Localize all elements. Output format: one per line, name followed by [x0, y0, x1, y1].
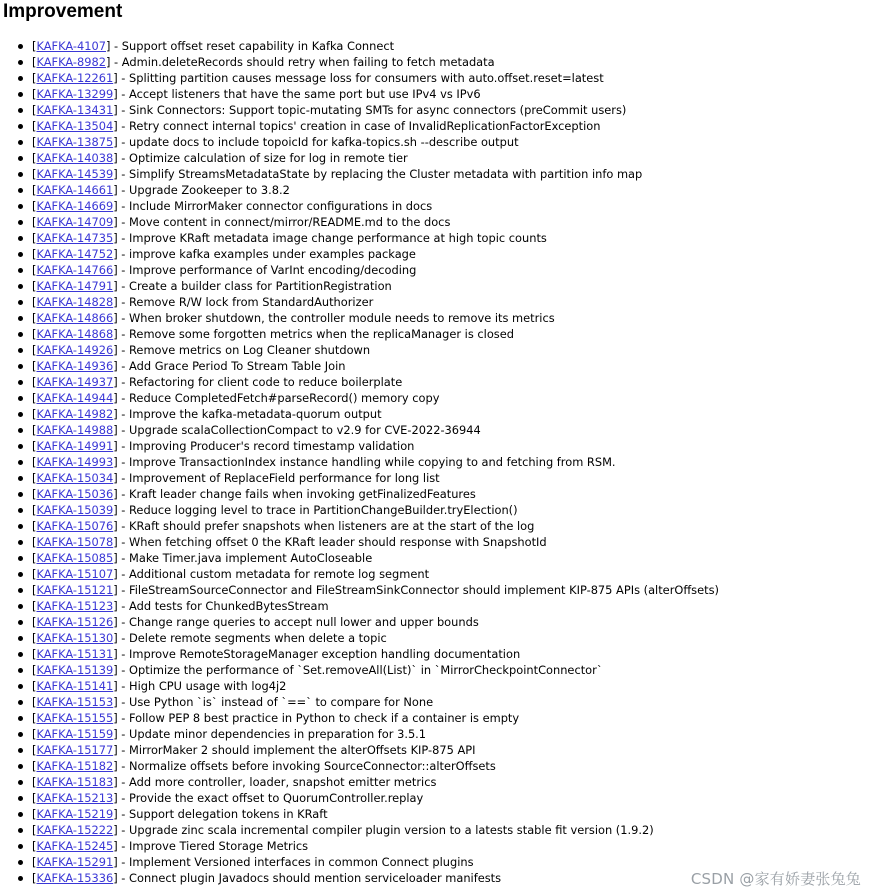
issue-item: [KAFKA-15123] - Add tests for ChunkedBytesStream	[0, 598, 877, 614]
issue-summary: Add Grace Period To Stream Table Join	[129, 359, 346, 373]
issue-summary: Normalize offsets before invoking SourceConnector::alterOffsets	[129, 759, 496, 773]
issue-item: [KAFKA-14937] - Refactoring for client code to reduce boilerplate	[0, 374, 877, 390]
issue-item: [KAFKA-13299] - Accept listeners that have the same port but use IPv4 vs IPv6	[0, 86, 877, 102]
issue-key-link[interactable]: KAFKA-13431	[36, 103, 114, 117]
issue-key-link[interactable]: KAFKA-13504	[36, 119, 114, 133]
issue-summary: Add tests for ChunkedBytesStream	[129, 599, 329, 613]
issue-summary: High CPU usage with log4j2	[129, 679, 287, 693]
issue-item: [KAFKA-15039] - Reduce logging level to trace in PartitionChangeBuilder.tryElection()	[0, 502, 877, 518]
issue-summary: Additional custom metadata for remote log segment	[129, 567, 430, 581]
issue-item: [KAFKA-15245] - Improve Tiered Storage Metrics	[0, 838, 877, 854]
issue-item: [KAFKA-14993] - Improve TransactionIndex instance handling while copying to and fetching from RSM.	[0, 454, 877, 470]
issue-item: [KAFKA-4107] - Support offset reset capability in Kafka Connect	[0, 38, 877, 54]
issue-key-link[interactable]: KAFKA-14669	[36, 199, 114, 213]
issue-key-link[interactable]: KAFKA-15039	[36, 503, 114, 517]
bullet-icon	[18, 460, 23, 465]
issue-summary: Include MirrorMaker connector configurations in docs	[129, 199, 433, 213]
bullet-icon	[18, 524, 23, 529]
issue-key-link[interactable]: KAFKA-15155	[36, 711, 114, 725]
issue-summary: When fetching offset 0 the KRaft leader should response with SnapshotId	[129, 535, 547, 549]
issue-key-link[interactable]: KAFKA-14868	[36, 327, 114, 341]
issue-summary: Make Timer.java implement AutoCloseable	[129, 551, 373, 565]
issue-summary: Accept listeners that have the same port but use IPv4 vs IPv6	[129, 87, 481, 101]
issue-key-link[interactable]: KAFKA-12261	[36, 71, 114, 85]
bullet-icon	[18, 268, 23, 273]
bullet-icon	[18, 380, 23, 385]
issue-summary: When broker shutdown, the controller module needs to remove its metrics	[129, 311, 555, 325]
bullet-icon	[18, 92, 23, 97]
issue-item: [KAFKA-14661] - Upgrade Zookeeper to 3.8.2	[0, 182, 877, 198]
issue-key-link[interactable]: KAFKA-14766	[36, 263, 114, 277]
issue-item: [KAFKA-14982] - Improve the kafka-metadata-quorum output	[0, 406, 877, 422]
issue-summary: Update minor dependencies in preparation for 3.5.1	[129, 727, 427, 741]
bullet-icon	[18, 780, 23, 785]
issue-item: [KAFKA-15177] - MirrorMaker 2 should implement the alterOffsets KIP-875 API	[0, 742, 877, 758]
bullet-icon	[18, 236, 23, 241]
issue-key-link[interactable]: KAFKA-15126	[36, 615, 114, 629]
issue-item: [KAFKA-15139] - Optimize the performance of `Set.removeAll(List)` in `MirrorCheckpointConnector`	[0, 662, 877, 678]
issue-key-link[interactable]: KAFKA-15107	[36, 567, 114, 581]
issue-key-link[interactable]: KAFKA-14936	[36, 359, 114, 373]
issue-summary: Remove R/W lock from StandardAuthorizer	[129, 295, 374, 309]
issue-key-link[interactable]: KAFKA-15131	[36, 647, 114, 661]
bullet-icon	[18, 124, 23, 129]
section-heading: Improvement	[3, 1, 123, 22]
issue-summary: Improve the kafka-metadata-quorum output	[129, 407, 382, 421]
issue-item: [KAFKA-15159] - Update minor dependencies in preparation for 3.5.1	[0, 726, 877, 742]
issue-item: [KAFKA-14866] - When broker shutdown, the controller module needs to remove its metrics	[0, 310, 877, 326]
issue-key-link[interactable]: KAFKA-13875	[36, 135, 114, 149]
issue-list	[0, 38, 877, 886]
issue-summary: Refactoring for client code to reduce boilerplate	[129, 375, 403, 389]
issue-item: [KAFKA-14752] - improve kafka examples under examples package	[0, 246, 877, 262]
issue-item: [KAFKA-15034] - Improvement of ReplaceField performance for long list	[0, 470, 877, 486]
issue-item: [KAFKA-15141] - High CPU usage with log4j2	[0, 678, 877, 694]
issue-item: [KAFKA-15130] - Delete remote segments when delete a topic	[0, 630, 877, 646]
issue-key-link[interactable]: KAFKA-14991	[36, 439, 114, 453]
bullet-icon	[18, 748, 23, 753]
issue-summary: Add more controller, loader, snapshot emitter metrics	[129, 775, 437, 789]
issue-item: [KAFKA-15085] - Make Timer.java implement AutoCloseable	[0, 550, 877, 566]
issue-summary: Upgrade scalaCollectionCompact to v2.9 for CVE-2022-36944	[129, 423, 481, 437]
issue-key-link[interactable]: KAFKA-15130	[36, 631, 114, 645]
bullet-icon	[18, 732, 23, 737]
issue-key-link[interactable]: KAFKA-15139	[36, 663, 114, 677]
bullet-icon	[18, 252, 23, 257]
issue-key-link[interactable]: KAFKA-15213	[36, 791, 114, 805]
issue-item: [KAFKA-12261] - Splitting partition causes message loss for consumers with auto.offset.reset=latest	[0, 70, 877, 86]
bullet-icon	[18, 156, 23, 161]
issue-key-link[interactable]: KAFKA-14926	[36, 343, 114, 357]
issue-summary: KRaft should prefer snapshots when listeners are at the start of the log	[129, 519, 535, 533]
bullet-icon	[18, 796, 23, 801]
bullet-icon	[18, 428, 23, 433]
bullet-icon	[18, 860, 23, 865]
issue-key-link[interactable]: KAFKA-15085	[36, 551, 114, 565]
issue-item: [KAFKA-14539] - Simplify StreamsMetadataState by replacing the Cluster metadata with partition info map	[0, 166, 877, 182]
issue-key-link[interactable]: KAFKA-15123	[36, 599, 114, 613]
issue-key-link[interactable]: KAFKA-14709	[36, 215, 114, 229]
bullet-icon	[18, 684, 23, 689]
bullet-icon	[18, 364, 23, 369]
issue-summary: Change range queries to accept null lower and upper bounds	[129, 615, 479, 629]
issue-summary: Upgrade zinc scala incremental compiler plugin version to a latests stable fit version (1.9.2)	[129, 823, 654, 837]
issue-summary: Remove some forgotten metrics when the replicaManager is closed	[129, 327, 514, 341]
issue-item: [KAFKA-14868] - Remove some forgotten metrics when the replicaManager is closed	[0, 326, 877, 342]
bullet-icon	[18, 508, 23, 513]
issue-summary: Kraft leader change fails when invoking getFinalizedFeatures	[129, 487, 476, 501]
issue-summary: Support offset reset capability in Kafka Connect	[121, 39, 395, 53]
bullet-icon	[18, 876, 23, 881]
bullet-icon	[18, 716, 23, 721]
issue-item: [KAFKA-8982] - Admin.deleteRecords should retry when failing to fetch metadata	[0, 54, 877, 70]
issue-key-link[interactable]: KAFKA-14038	[36, 151, 114, 165]
bullet-icon	[18, 620, 23, 625]
bullet-icon	[18, 220, 23, 225]
issue-item: [KAFKA-14669] - Include MirrorMaker connector configurations in docs	[0, 198, 877, 214]
issue-key-link[interactable]: KAFKA-15291	[36, 855, 114, 869]
issue-summary: Optimize calculation of size for log in remote tier	[129, 151, 408, 165]
issue-key-link[interactable]: KAFKA-15222	[36, 823, 114, 837]
issue-item: [KAFKA-14766] - Improve performance of VarInt encoding/decoding	[0, 262, 877, 278]
issue-summary: Improve RemoteStorageManager exception handling documentation	[129, 647, 521, 661]
issue-key-link[interactable]: KAFKA-14993	[36, 455, 114, 469]
csdn-watermark: CSDN @家有娇妻张兔兔	[690, 870, 861, 888]
issue-summary: Upgrade Zookeeper to 3.8.2	[129, 183, 290, 197]
issue-item: [KAFKA-14991] - Improving Producer's record timestamp validation	[0, 438, 877, 454]
bullet-icon	[18, 316, 23, 321]
issue-key-link[interactable]: KAFKA-15153	[36, 695, 114, 709]
issue-item: [KAFKA-14709] - Move content in connect/mirror/README.md to the docs	[0, 214, 877, 230]
issue-item: [KAFKA-15078] - When fetching offset 0 the KRaft leader should response with SnapshotId	[0, 534, 877, 550]
issue-key-link[interactable]: KAFKA-14752	[36, 247, 114, 261]
bullet-icon	[18, 668, 23, 673]
issue-key-link[interactable]: KAFKA-15219	[36, 807, 114, 821]
issue-summary: Reduce logging level to trace in PartitionChangeBuilder.tryElection()	[129, 503, 518, 517]
issue-summary: Follow PEP 8 best practice in Python to check if a container is empty	[129, 711, 520, 725]
issue-item: [KAFKA-15107] - Additional custom metadata for remote log segment	[0, 566, 877, 582]
bullet-icon	[18, 284, 23, 289]
bullet-icon	[18, 60, 23, 65]
issue-item: [KAFKA-15076] - KRaft should prefer snapshots when listeners are at the start of the log	[0, 518, 877, 534]
issue-key-link[interactable]: KAFKA-15078	[36, 535, 114, 549]
bullet-icon	[18, 492, 23, 497]
issue-key-link[interactable]: KAFKA-15177	[36, 743, 114, 757]
issue-summary: Support delegation tokens in KRaft	[129, 807, 328, 821]
issue-key-link[interactable]: KAFKA-15182	[36, 759, 114, 773]
issue-summary: Improve KRaft metadata image change performance at high topic counts	[129, 231, 547, 245]
issue-summary: Use Python `is` instead of `==` to compare for None	[129, 695, 434, 709]
issue-item: [KAFKA-14988] - Upgrade scalaCollectionCompact to v2.9 for CVE-2022-36944	[0, 422, 877, 438]
bullet-icon	[18, 44, 23, 49]
issue-item: [KAFKA-15036] - Kraft leader change fails when invoking getFinalizedFeatures	[0, 486, 877, 502]
issue-item: [KAFKA-14828] - Remove R/W lock from StandardAuthorizer	[0, 294, 877, 310]
issue-key-link[interactable]: KAFKA-14988	[36, 423, 114, 437]
issue-summary: FileStreamSourceConnector and FileStreamSinkConnector should implement KIP-875 APIs (alterOffsets)	[129, 583, 719, 597]
bullet-icon	[18, 172, 23, 177]
issue-summary: Splitting partition causes message loss for consumers with auto.offset.reset=latest	[129, 71, 604, 85]
issue-key-link[interactable]: KAFKA-14944	[36, 391, 114, 405]
issue-summary: Implement Versioned interfaces in common Connect plugins	[129, 855, 474, 869]
issue-summary: Retry connect internal topics' creation in case of InvalidReplicationFactorException	[129, 119, 601, 133]
bullet-icon	[18, 332, 23, 337]
issue-summary: Improve Tiered Storage Metrics	[129, 839, 309, 853]
bullet-icon	[18, 828, 23, 833]
issue-summary: Remove metrics on Log Cleaner shutdown	[129, 343, 371, 357]
issue-summary: Reduce CompletedFetch#parseRecord() memory copy	[129, 391, 440, 405]
issue-item: [KAFKA-14936] - Add Grace Period To Stream Table Join	[0, 358, 877, 374]
issue-item: [KAFKA-13875] - update docs to include topoicId for kafka-topics.sh --describe output	[0, 134, 877, 150]
bullet-icon	[18, 636, 23, 641]
issue-summary: update docs to include topoicId for kafka-topics.sh --describe output	[129, 135, 519, 149]
issue-item: [KAFKA-15121] - FileStreamSourceConnector and FileStreamSinkConnector should implement KIP-875 APIs (alterOffsets)	[0, 582, 877, 598]
issue-key-link[interactable]: KAFKA-15034	[36, 471, 114, 485]
bullet-icon	[18, 844, 23, 849]
issue-key-link[interactable]: KAFKA-15141	[36, 679, 114, 693]
issue-summary: Provide the exact offset to QuorumController.replay	[129, 791, 424, 805]
issue-item: [KAFKA-14038] - Optimize calculation of size for log in remote tier	[0, 150, 877, 166]
bullet-icon	[18, 300, 23, 305]
issue-summary: Delete remote segments when delete a topic	[129, 631, 387, 645]
bullet-icon	[18, 412, 23, 417]
bullet-icon	[18, 700, 23, 705]
bullet-icon	[18, 204, 23, 209]
issue-item: [KAFKA-15153] - Use Python `is` instead of `==` to compare for None	[0, 694, 877, 710]
issue-summary: Admin.deleteRecords should retry when failing to fetch metadata	[121, 55, 495, 69]
issue-item: [KAFKA-15219] - Support delegation tokens in KRaft	[0, 806, 877, 822]
bullet-icon	[18, 108, 23, 113]
issue-item: [KAFKA-15213] - Provide the exact offset to QuorumController.replay	[0, 790, 877, 806]
issue-key-link[interactable]: KAFKA-14828	[36, 295, 114, 309]
bullet-icon	[18, 764, 23, 769]
issue-summary: improve kafka examples under examples package	[129, 247, 416, 261]
issue-key-link[interactable]: KAFKA-14539	[36, 167, 114, 181]
bullet-icon	[18, 540, 23, 545]
bullet-icon	[18, 76, 23, 81]
issue-item: [KAFKA-14926] - Remove metrics on Log Cleaner shutdown	[0, 342, 877, 358]
issue-key-link[interactable]: KAFKA-14937	[36, 375, 114, 389]
issue-key-link[interactable]: KAFKA-14735	[36, 231, 114, 245]
issue-item: [KAFKA-15336] - Connect plugin Javadocs should mention serviceloader manifests	[0, 870, 877, 886]
issue-key-link[interactable]: KAFKA-15159	[36, 727, 114, 741]
issue-summary: Move content in connect/mirror/README.md to the docs	[129, 215, 451, 229]
issue-key-link[interactable]: KAFKA-15121	[36, 583, 114, 597]
issue-item: [KAFKA-15222] - Upgrade zinc scala incremental compiler plugin version to a latests stable fit version (1.9.2)	[0, 822, 877, 838]
issue-key-link[interactable]: KAFKA-15245	[36, 839, 114, 853]
issue-item: [KAFKA-13504] - Retry connect internal topics' creation in case of InvalidReplicationFactorException	[0, 118, 877, 134]
bullet-icon	[18, 812, 23, 817]
bullet-icon	[18, 396, 23, 401]
issue-summary: Improving Producer's record timestamp validation	[129, 439, 415, 453]
bullet-icon	[18, 652, 23, 657]
issue-item: [KAFKA-13431] - Sink Connectors: Support topic-mutating SMTs for async connectors (preCommit users)	[0, 102, 877, 118]
issue-key-link[interactable]: KAFKA-13299	[36, 87, 114, 101]
bullet-icon	[18, 348, 23, 353]
issue-key-link[interactable]: KAFKA-14791	[36, 279, 114, 293]
issue-summary: Improve performance of VarInt encoding/decoding	[129, 263, 417, 277]
issue-item: [KAFKA-14735] - Improve KRaft metadata image change performance at high topic counts	[0, 230, 877, 246]
issue-key-link[interactable]: KAFKA-15183	[36, 775, 114, 789]
bullet-icon	[18, 476, 23, 481]
bullet-icon	[18, 572, 23, 577]
bullet-icon	[18, 556, 23, 561]
issue-summary: Create a builder class for PartitionRegistration	[129, 279, 392, 293]
issue-key-link[interactable]: KAFKA-14661	[36, 183, 114, 197]
issue-item: [KAFKA-15155] - Follow PEP 8 best practice in Python to check if a container is empty	[0, 710, 877, 726]
issue-item: [KAFKA-15126] - Change range queries to accept null lower and upper bounds	[0, 614, 877, 630]
issue-key-link[interactable]: KAFKA-15076	[36, 519, 114, 533]
bullet-icon	[18, 140, 23, 145]
issue-item: [KAFKA-15182] - Normalize offsets before invoking SourceConnector::alterOffsets	[0, 758, 877, 774]
issue-key-link[interactable]: KAFKA-14982	[36, 407, 114, 421]
issue-item: [KAFKA-15131] - Improve RemoteStorageManager exception handling documentation	[0, 646, 877, 662]
issue-key-link[interactable]: KAFKA-14866	[36, 311, 114, 325]
issue-key-link[interactable]: KAFKA-4107	[36, 39, 106, 53]
issue-summary: MirrorMaker 2 should implement the alterOffsets KIP-875 API	[129, 743, 476, 757]
bullet-icon	[18, 188, 23, 193]
issue-key-link[interactable]: KAFKA-15036	[36, 487, 114, 501]
bullet-icon	[18, 588, 23, 593]
bullet-icon	[18, 604, 23, 609]
issue-key-link[interactable]: KAFKA-15336	[36, 871, 114, 885]
issue-item: [KAFKA-15291] - Implement Versioned interfaces in common Connect plugins	[0, 854, 877, 870]
bullet-icon	[18, 444, 23, 449]
issue-item: [KAFKA-14791] - Create a builder class for PartitionRegistration	[0, 278, 877, 294]
issue-summary: Connect plugin Javadocs should mention serviceloader manifests	[129, 871, 502, 885]
issue-item: [KAFKA-14944] - Reduce CompletedFetch#parseRecord() memory copy	[0, 390, 877, 406]
issue-summary: Simplify StreamsMetadataState by replacing the Cluster metadata with partition info map	[129, 167, 643, 181]
issue-item: [KAFKA-15183] - Add more controller, loader, snapshot emitter metrics	[0, 774, 877, 790]
issue-summary: Improve TransactionIndex instance handling while copying to and fetching from RSM.	[129, 455, 616, 469]
issue-key-link[interactable]: KAFKA-8982	[36, 55, 106, 69]
issue-summary: Optimize the performance of `Set.removeAll(List)` in `MirrorCheckpointConnector`	[129, 663, 603, 677]
issue-summary: Improvement of ReplaceField performance for long list	[129, 471, 440, 485]
issue-summary: Sink Connectors: Support topic-mutating SMTs for async connectors (preCommit users)	[129, 103, 627, 117]
